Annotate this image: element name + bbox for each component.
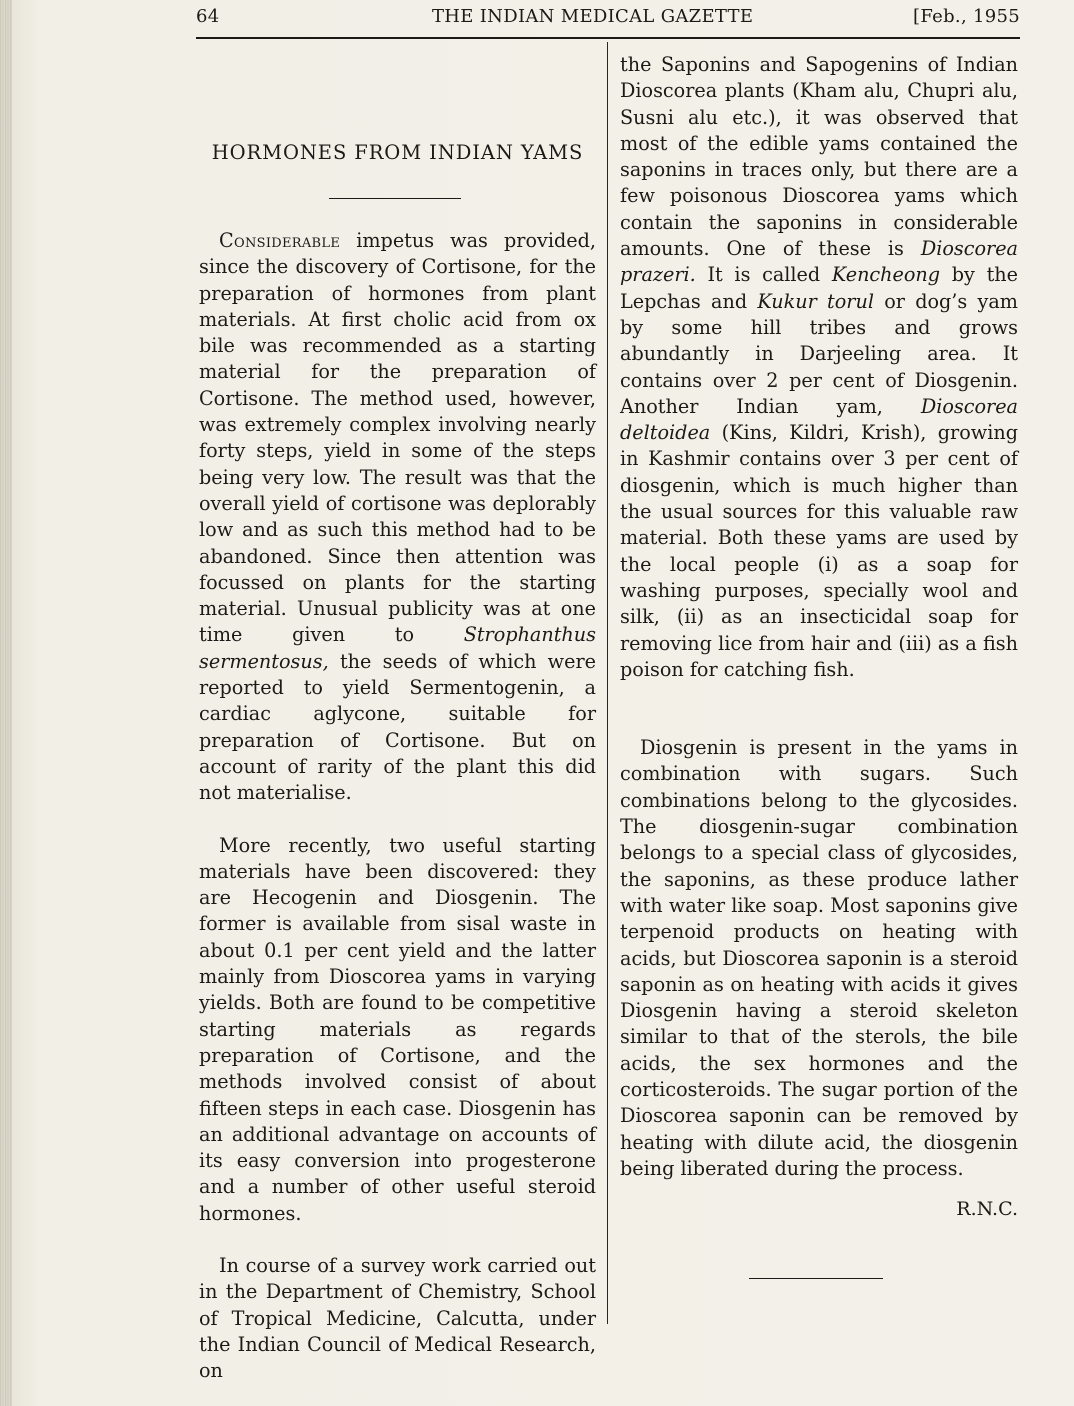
page-edge xyxy=(0,0,12,1406)
header-rule xyxy=(196,37,1020,39)
species-name: Dioscorea deltoidea xyxy=(620,394,1018,445)
paragraph-diosgenin: Diosgenin is present in the yams in combination with sugars. Such combinations belong to the glycosides. The diosgenin-sugar combination belongs to a special class of glycosides, the saponins, as these produce lather with water like soap. Most saponins give terpenoid products on heating with acids, but Dioscorea saponin is a steroid saponin as on heating with acids it gives Diosgenin having a steroid skeleton similar to that of the sterols, the bile acids, the sex hormones and the corticosteroids. The sugar portion of the Dioscorea saponin can be removed by heating with dilute acid, the diosgenin being liberated during the process. xyxy=(620,736,1018,1180)
paragraph-text: by the Lepchas and xyxy=(620,263,1018,313)
lead-word: Considerable xyxy=(219,229,341,252)
paragraph-text: impetus was provided, since the discovery of Cortisone, for the preparation of hormones from plant materials. At first cholic acid from ox bile was recommended as a starting material for the preparation of Cortisone. The method used, however, was extremely complex involving nearly forty steps, yield in some of the steps being very low. The result was that the overall yield of cortisone was deplorably low and as such this method had to be abandoned. Since then attention was focussed on plants for the starting material. Unusual publicity was at one time given to xyxy=(199,229,596,647)
issue-date: [Feb., 1955 xyxy=(913,6,1020,27)
paragraph-text: the Saponins and Sapogenins of Indian Dioscorea plants (Kham alu, Chupri alu, Susni alu etc.), it was observed that most of the edible yams contained the saponins in traces only, but there are a few poisonous Dioscorea yams which contain the saponins in considerable amounts. One of these is xyxy=(620,53,1018,261)
local-name: Kencheong xyxy=(831,263,941,287)
title-rule xyxy=(329,198,461,199)
left-column xyxy=(199,228,596,1384)
column-divider xyxy=(607,42,608,1324)
journal-title: THE INDIAN MEDICAL GAZETTE xyxy=(432,6,754,27)
paragraph-survey: In course of a survey work carried out in the Department of Chemistry, School of Tropical Medicine, Calcutta, under the Indian Council of Medical Research, on xyxy=(199,1253,596,1383)
paragraph-text: the seeds of which were reported to yield Sermentogenin, a cardiac aglycone, suitable for preparation of Cortisone. But on account of rarity of the plant this did not materialise. xyxy=(199,649,596,805)
right-column xyxy=(620,52,1018,1182)
article-title: HORMONES FROM INDIAN YAMS xyxy=(211,141,584,164)
running-head xyxy=(196,6,1020,32)
author-initials: R.N.C. xyxy=(956,1198,1018,1220)
end-rule xyxy=(749,1278,883,1279)
local-name: Kukur torul xyxy=(757,289,874,313)
paragraph-intro xyxy=(199,228,596,807)
page-number: 64 xyxy=(196,6,220,27)
species-name: Strophanthus sermentosus, xyxy=(199,623,596,673)
paragraph-text: It is called xyxy=(695,263,832,287)
species-name: Dioscorea prazeri. xyxy=(620,237,1018,287)
paragraph-text: (Kins, Kildri, Krish), growing in Kashmir contains over 3 per cent of diosgenin, which is much higher than the usual sources for this valuable raw material. Both these yams are used by the local people (i) as a soap for washing purposes, specially wool and silk, (ii) as an insecticidal soap for removing lice from hair and (iii) as a fish poison for catching fish. xyxy=(620,421,1018,681)
paragraph-text: or dog’s yam by some hill tribes and grows abundantly in Darjeeling area. It contains over 2 per cent of Diosgenin. Another Indian yam, xyxy=(620,289,1018,418)
paragraph-indian-yams xyxy=(620,52,1018,683)
paragraph-starting-materials: More recently, two useful starting materials have been discovered: they are Hecogenin and Diosgenin. The former is available from sisal waste in about 0.1 per cent yield and the latter mainly from Dioscorea yams in varying yields. Both are found to be competitive starting materials as regards preparation of Cortisone, and the methods involved consist of about fifteen steps in each case. Diosgenin has an additional advantage on accounts of its easy conversion into progesterone and a number of other useful steroid hormones. xyxy=(199,833,596,1225)
